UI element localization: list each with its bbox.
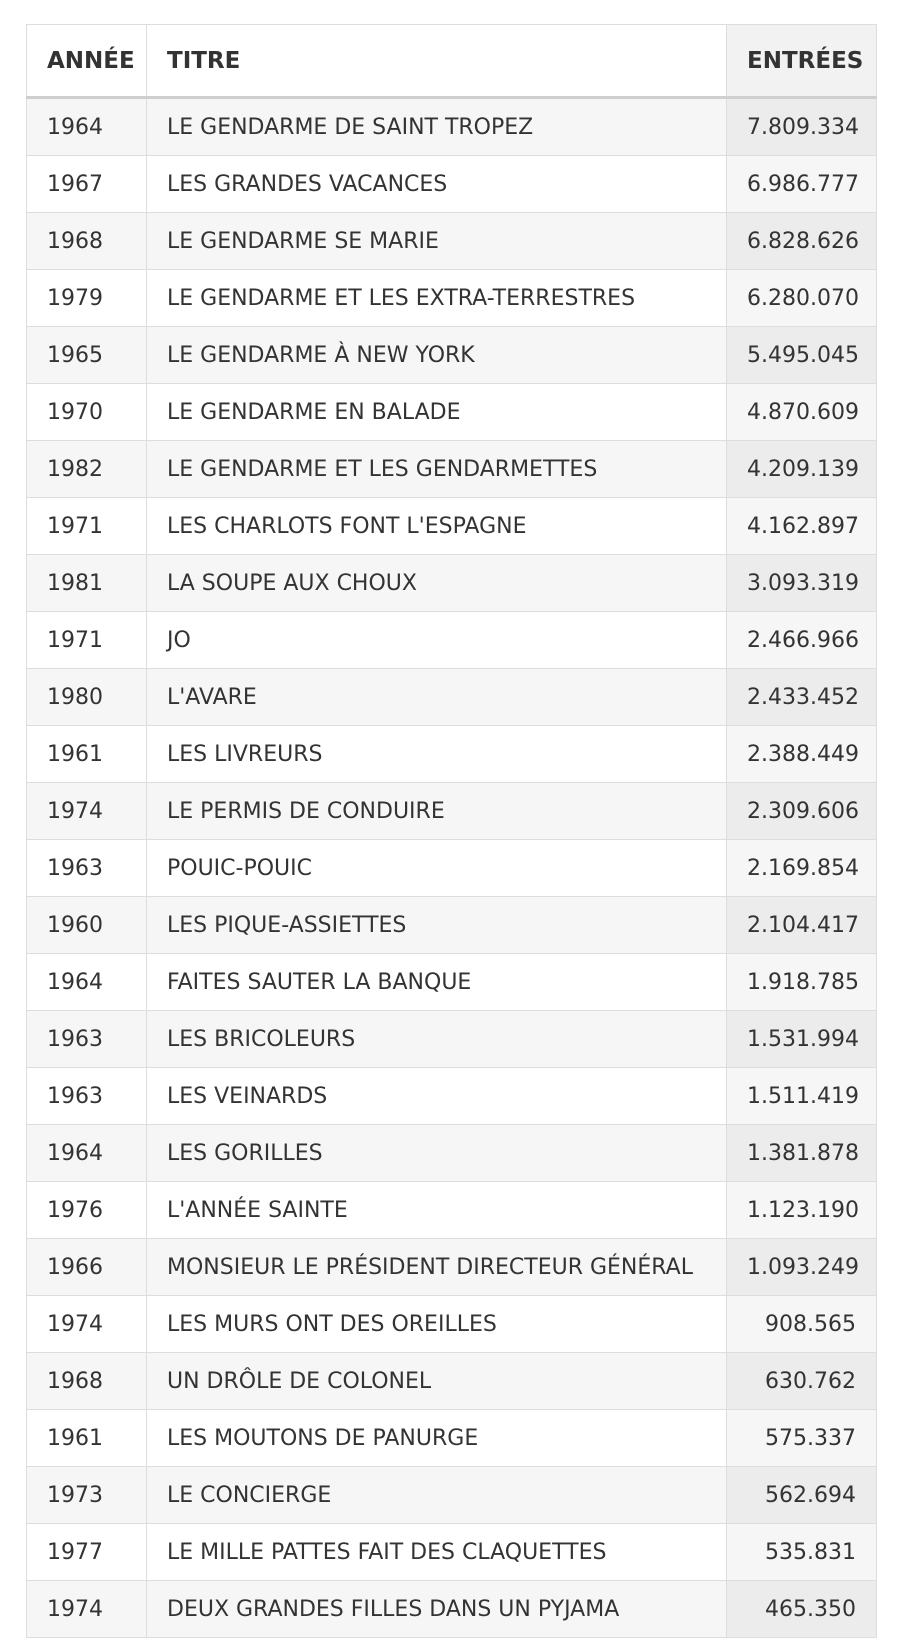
table-row (27, 441, 877, 498)
table-row (27, 783, 877, 840)
cell-title: LES MOUTONS DE PANURGE (147, 1410, 727, 1467)
table-row (27, 840, 877, 897)
cell-entries: 1.381.878 (727, 1125, 877, 1182)
cell-title: L'AVARE (147, 669, 727, 726)
table-row (27, 1410, 877, 1467)
cell-year: 1977 (27, 1524, 147, 1581)
cell-title: FAITES SAUTER LA BANQUE (147, 954, 727, 1011)
cell-title: LES CHARLOTS FONT L'ESPAGNE (147, 498, 727, 555)
cell-title: LE GENDARME ET LES GENDARMETTES (147, 441, 727, 498)
table-row (27, 213, 877, 270)
table-row (27, 98, 877, 156)
cell-year: 1982 (27, 441, 147, 498)
cell-year: 1974 (27, 1296, 147, 1353)
cell-title: LE GENDARME EN BALADE (147, 384, 727, 441)
table-row (27, 1068, 877, 1125)
cell-entries: 7.809.334 (727, 98, 877, 156)
cell-year: 1974 (27, 783, 147, 840)
cell-year: 1960 (27, 897, 147, 954)
films-table (26, 24, 877, 1638)
column-header-title[interactable]: TITRE (147, 25, 727, 98)
cell-title: LES GRANDES VACANCES (147, 156, 727, 213)
cell-year: 1980 (27, 669, 147, 726)
table-row (27, 156, 877, 213)
cell-title: L'ANNÉE SAINTE (147, 1182, 727, 1239)
cell-year: 1976 (27, 1182, 147, 1239)
cell-entries: 908.565 (727, 1296, 877, 1353)
cell-entries: 5.495.045 (727, 327, 877, 384)
cell-year: 1979 (27, 270, 147, 327)
cell-title: LES LIVREURS (147, 726, 727, 783)
table-row (27, 1182, 877, 1239)
cell-year: 1974 (27, 1581, 147, 1638)
cell-entries: 535.831 (727, 1524, 877, 1581)
table-row (27, 1467, 877, 1524)
cell-year: 1963 (27, 1068, 147, 1125)
cell-entries: 2.309.606 (727, 783, 877, 840)
table-row (27, 1125, 877, 1182)
cell-year: 1981 (27, 555, 147, 612)
cell-year: 1961 (27, 1410, 147, 1467)
cell-title: LE MILLE PATTES FAIT DES CLAQUETTES (147, 1524, 727, 1581)
cell-title: LES VEINARDS (147, 1068, 727, 1125)
films-table-container (26, 24, 876, 1638)
cell-year: 1967 (27, 156, 147, 213)
cell-entries: 575.337 (727, 1410, 877, 1467)
header-row (27, 25, 877, 98)
table-row (27, 1011, 877, 1068)
cell-title: LE GENDARME À NEW YORK (147, 327, 727, 384)
cell-entries: 3.093.319 (727, 555, 877, 612)
cell-year: 1971 (27, 612, 147, 669)
cell-entries: 2.104.417 (727, 897, 877, 954)
cell-year: 1963 (27, 840, 147, 897)
cell-year: 1966 (27, 1239, 147, 1296)
cell-entries: 562.694 (727, 1467, 877, 1524)
cell-year: 1965 (27, 327, 147, 384)
cell-entries: 6.828.626 (727, 213, 877, 270)
cell-title: POUIC-POUIC (147, 840, 727, 897)
cell-entries: 630.762 (727, 1353, 877, 1410)
table-row (27, 1239, 877, 1296)
cell-title: LE GENDARME ET LES EXTRA-TERRESTRES (147, 270, 727, 327)
cell-year: 1971 (27, 498, 147, 555)
cell-entries: 4.162.897 (727, 498, 877, 555)
table-row (27, 1353, 877, 1410)
cell-entries: 1.511.419 (727, 1068, 877, 1125)
table-row (27, 612, 877, 669)
cell-entries: 1.918.785 (727, 954, 877, 1011)
cell-title: LE GENDARME DE SAINT TROPEZ (147, 98, 727, 156)
cell-entries: 4.209.139 (727, 441, 877, 498)
cell-year: 1968 (27, 1353, 147, 1410)
cell-entries: 465.350 (727, 1581, 877, 1638)
table-row (27, 555, 877, 612)
cell-title: LA SOUPE AUX CHOUX (147, 555, 727, 612)
cell-entries: 6.280.070 (727, 270, 877, 327)
cell-title: LES GORILLES (147, 1125, 727, 1182)
cell-year: 1970 (27, 384, 147, 441)
table-row (27, 669, 877, 726)
cell-entries: 1.093.249 (727, 1239, 877, 1296)
cell-entries: 2.466.966 (727, 612, 877, 669)
table-row (27, 270, 877, 327)
cell-title: LES MURS ONT DES OREILLES (147, 1296, 727, 1353)
table-row (27, 897, 877, 954)
table-header (27, 25, 877, 98)
cell-year: 1964 (27, 1125, 147, 1182)
table-row (27, 954, 877, 1011)
cell-title: JO (147, 612, 727, 669)
cell-year: 1964 (27, 98, 147, 156)
cell-title: DEUX GRANDES FILLES DANS UN PYJAMA (147, 1581, 727, 1638)
table-row (27, 327, 877, 384)
column-header-year[interactable]: ANNÉE (27, 25, 147, 98)
table-row (27, 1581, 877, 1638)
cell-year: 1964 (27, 954, 147, 1011)
cell-entries: 2.433.452 (727, 669, 877, 726)
column-header-entries[interactable]: ENTRÉES (727, 25, 877, 98)
cell-year: 1963 (27, 1011, 147, 1068)
cell-title: LES PIQUE-ASSIETTES (147, 897, 727, 954)
table-row (27, 384, 877, 441)
table-row (27, 1296, 877, 1353)
table-body (27, 98, 877, 1638)
cell-year: 1968 (27, 213, 147, 270)
table-row (27, 726, 877, 783)
table-row (27, 498, 877, 555)
cell-title: MONSIEUR LE PRÉSIDENT DIRECTEUR GÉNÉRAL (147, 1239, 727, 1296)
cell-entries: 1.123.190 (727, 1182, 877, 1239)
cell-title: LE CONCIERGE (147, 1467, 727, 1524)
cell-entries: 6.986.777 (727, 156, 877, 213)
cell-entries: 1.531.994 (727, 1011, 877, 1068)
cell-title: LE PERMIS DE CONDUIRE (147, 783, 727, 840)
cell-entries: 2.169.854 (727, 840, 877, 897)
cell-title: LES BRICOLEURS (147, 1011, 727, 1068)
cell-year: 1961 (27, 726, 147, 783)
cell-title: LE GENDARME SE MARIE (147, 213, 727, 270)
cell-entries: 2.388.449 (727, 726, 877, 783)
cell-entries: 4.870.609 (727, 384, 877, 441)
cell-year: 1973 (27, 1467, 147, 1524)
table-row (27, 1524, 877, 1581)
cell-title: UN DRÔLE DE COLONEL (147, 1353, 727, 1410)
